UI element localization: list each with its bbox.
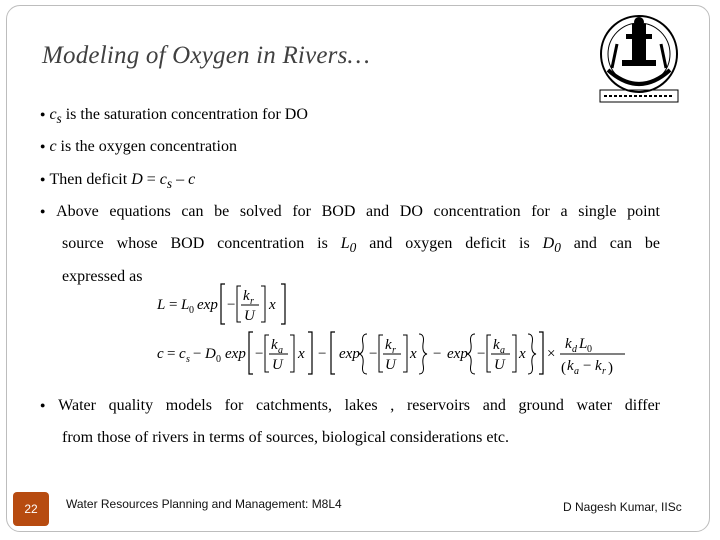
bullet-mark-icon: ● (40, 206, 53, 217)
subscript-0: 0 (554, 240, 561, 256)
svg-text:c: c (179, 346, 186, 362)
svg-text:−: − (433, 346, 442, 362)
symbol-L: L (340, 235, 350, 252)
svg-text:k: k (565, 336, 572, 352)
svg-text:k: k (567, 358, 574, 374)
subscript-0: 0 (349, 240, 357, 256)
bullet-mark-icon: ● (40, 400, 55, 411)
svg-text:U: U (272, 357, 283, 373)
svg-text:exp: exp (197, 297, 218, 313)
svg-text:−: − (255, 346, 264, 362)
minus: – (172, 171, 189, 188)
symbol-c: c (49, 138, 57, 155)
svg-text:−: − (477, 346, 486, 362)
svg-text:x: x (269, 297, 276, 313)
symbol-D: D (542, 235, 555, 252)
symbol-c: c (159, 171, 167, 188)
svg-text:x: x (410, 346, 417, 362)
svg-text:a: a (278, 345, 283, 356)
svg-text:=: = (169, 297, 178, 313)
svg-text:0: 0 (189, 305, 194, 316)
bullet-text-line1: Water quality models for catchments, lakes , reservoirs and ground water differ (58, 397, 661, 414)
svg-text:a: a (574, 366, 579, 377)
svg-text:x: x (298, 346, 305, 362)
svg-text:L: L (181, 297, 190, 313)
iisc-emblem-icon (582, 10, 696, 104)
bullet-text: Then deficit (49, 171, 132, 188)
slide-title: Modeling of Oxygen in Rivers… (42, 42, 370, 69)
svg-text:k: k (493, 337, 500, 353)
text-part: source whose BOD concentration is (62, 235, 341, 252)
svg-text:exp: exp (225, 346, 246, 362)
svg-text:−: − (583, 358, 592, 374)
svg-text:0: 0 (587, 344, 592, 355)
svg-text:−: − (318, 346, 327, 362)
svg-text:s: s (186, 354, 190, 365)
bullet-solution-line3: expressed as (62, 268, 143, 285)
bullet-deficit (40, 164, 680, 200)
svg-text:D: D (205, 346, 216, 362)
bullet-saturation (40, 99, 680, 135)
svg-text:−: − (193, 346, 202, 362)
bullet-solution-line2 (62, 228, 660, 264)
svg-text:L: L (157, 297, 166, 313)
bullet-mark-icon: ● (40, 109, 46, 120)
equation-bod (155, 280, 305, 328)
svg-text:k: k (595, 358, 602, 374)
bullet-text-line1: Above equations can be solved for BOD and DO concentration for a single point (56, 203, 661, 220)
svg-text:U: U (244, 308, 255, 324)
page-number: 22 (13, 492, 49, 526)
bullet-oxygen-concentration (40, 131, 680, 163)
text-part: and oxygen deficit is (356, 235, 543, 252)
svg-text:exp: exp (447, 346, 468, 362)
svg-text:k: k (243, 288, 250, 304)
svg-text:a: a (500, 345, 505, 356)
svg-text:L: L (579, 336, 588, 352)
svg-text:×: × (547, 346, 556, 362)
bullet-text: is the saturation concentration for DO (61, 106, 308, 123)
equals: = (142, 171, 160, 188)
symbol-c: c (188, 171, 196, 188)
footer-course: Water Resources Planning and Management: M8L4 (66, 497, 342, 511)
bullet-text: is the oxygen concentration (56, 138, 237, 155)
svg-text:(: ( (561, 360, 566, 376)
svg-text:r: r (602, 366, 606, 377)
svg-text:=: = (167, 346, 176, 362)
bullet-mark-icon: ● (40, 174, 46, 185)
svg-text:d: d (572, 344, 577, 355)
svg-text:): ) (608, 360, 613, 376)
footer-author: D Nagesh Kumar, IISc (563, 500, 682, 514)
bullet-water-quality (40, 390, 660, 422)
svg-text:r: r (250, 296, 254, 307)
svg-text:k: k (271, 337, 278, 353)
symbol-D: D (131, 171, 143, 188)
svg-text:exp: exp (339, 346, 360, 362)
equation-do (155, 328, 630, 380)
svg-text:U: U (385, 357, 396, 373)
text-part: and can be (560, 235, 661, 252)
bullet-solution (40, 196, 660, 228)
bullet-water-quality-line2: from those of rivers in terms of sources, biological considerations etc. (62, 429, 509, 446)
svg-text:−: − (227, 297, 236, 313)
svg-text:U: U (494, 357, 505, 373)
svg-text:−: − (369, 346, 378, 362)
symbol-c: c (49, 106, 57, 123)
bullet-mark-icon: ● (40, 141, 46, 152)
svg-text:k: k (385, 337, 392, 353)
svg-text:c: c (157, 346, 164, 362)
svg-text:r: r (392, 345, 396, 356)
subscript-s: s (166, 176, 173, 192)
svg-text:0: 0 (216, 354, 221, 365)
subscript-s: s (56, 111, 62, 127)
svg-text:x: x (519, 346, 526, 362)
